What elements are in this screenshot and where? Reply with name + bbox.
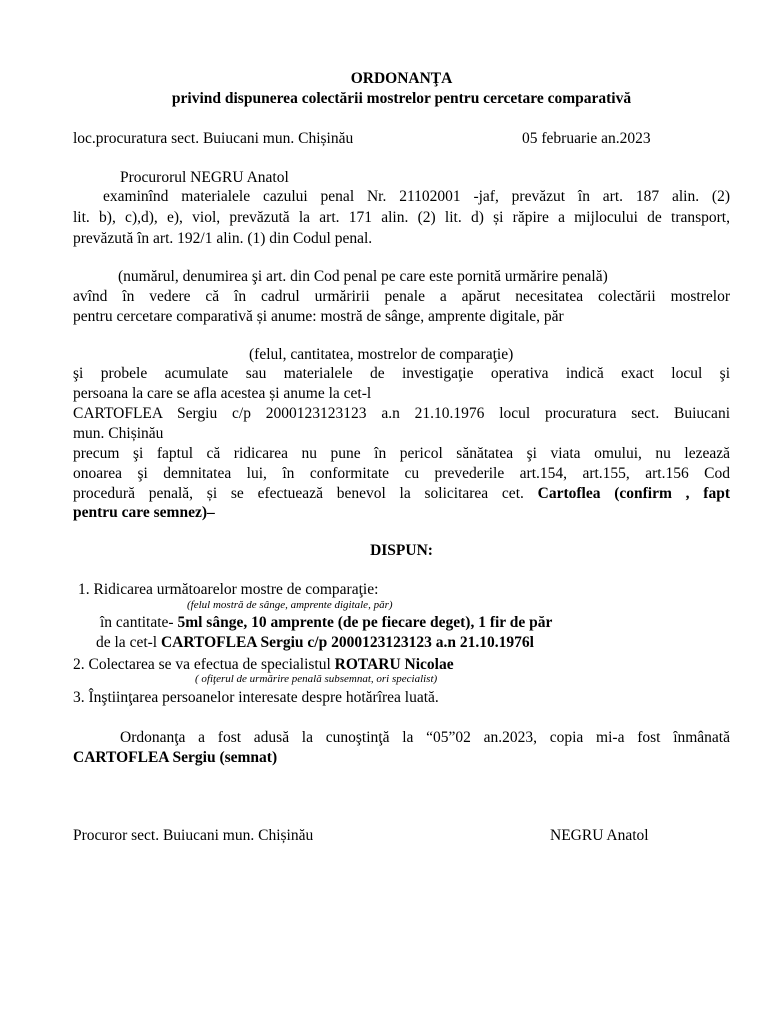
order-item-2 bbox=[73, 655, 730, 674]
order-item-2-hint: ( ofiţerul de urmărire penală subsemnat, ori specialist) bbox=[195, 673, 438, 685]
consent-text: procedură penală, și se efectuează benevol la solicitarea cet. bbox=[73, 485, 538, 502]
location-place: loc.procuratura sect. Buiucani mun. Chișinău bbox=[73, 130, 354, 147]
necessity-line-1: avînd în vedere că în cadrul urmăririi penale a apărut necesitatea colectării mostrelor bbox=[73, 288, 730, 305]
order-item-1-hint: (felul mostră de sânge, amprente digitale, păr) bbox=[187, 599, 393, 611]
dispun-heading: DISPUN: bbox=[370, 542, 433, 559]
quantity-value: 5ml sânge, 10 amprente (de pe fiecare deget), 1 fir de păr bbox=[177, 614, 553, 631]
case-line-3: prevăzută în art. 192/1 alin. (1) din Codul penal. bbox=[73, 230, 373, 247]
signature-name: NEGRU Anatol bbox=[550, 827, 649, 844]
evidence-line-3: CARTOFLEA Sergiu c/p 2000123123123 a.n 21.10.1976 locul procuratura sect. Buiucani bbox=[73, 405, 730, 422]
source-person: CARTOFLEA Sergiu c/p 2000123123123 a.n 21.10.1976l bbox=[160, 634, 534, 651]
consent-person: Cartoflea (confirm , fapt bbox=[537, 485, 730, 502]
document-subtitle: privind dispunerea colectării mostrelor pentru cercetare comparativă bbox=[171, 90, 632, 107]
signature-block bbox=[73, 826, 730, 845]
acknowledgement-line-1: Ordonanţa a fost adusă la cunoştinţă la “05”02 an.2023, copia mi-a fost înmânată bbox=[120, 729, 730, 746]
consent-line-3 bbox=[73, 484, 730, 503]
location-line bbox=[73, 129, 730, 148]
quantity-label: în cantitate- bbox=[100, 614, 178, 631]
document-date: 05 februarie an.2023 bbox=[522, 130, 651, 147]
necessity-line-2: pentru cercetare comparativă și anume: mostră de sânge, amprente digitale, păr bbox=[73, 308, 564, 325]
evidence-line-2: persoana la care se afla acestea și anume la cet-l bbox=[73, 385, 372, 402]
case-line-2: lit. b), c),d), e), viol, prevăzută la art. 171 alin. (2) lit. d) și răpire a mijlocului de transport, bbox=[73, 209, 730, 226]
specialist-name: ROTARU Nicolae bbox=[334, 656, 454, 673]
signature-position: Procuror sect. Buiucani mun. Chișinău bbox=[73, 827, 314, 844]
evidence-line-1: şi probele acumulate sau materialele de investigaţie operativa indică exact locul şi bbox=[73, 365, 730, 382]
order-item-1-quantity bbox=[100, 613, 730, 632]
acknowledgement-line-2: CARTOFLEA Sergiu (semnat) bbox=[73, 749, 278, 766]
case-line-1: examinînd materialele cazului penal Nr. 21102001 -jaf, prevăzut în art. 187 alin. (2) bbox=[103, 188, 730, 205]
consent-dash: – bbox=[207, 504, 215, 521]
order-item-3: 3. Înştiinţarea persoanelor interesate despre hotărîrea luată. bbox=[73, 689, 439, 706]
case-note: (numărul, denumirea şi art. din Cod penal pe care este pornită urmărire penală) bbox=[118, 268, 608, 285]
consent-line-2: onoarea şi demnitatea lui, în conformitate cu prevederile art.154, art.155, art.156 Cod bbox=[73, 465, 730, 482]
consent-line-4 bbox=[73, 503, 730, 522]
order-item-1: 1. Ridicarea următoarelor mostre de comparaţie: bbox=[78, 581, 379, 598]
samples-note: (felul, cantitatea, mostrelor de comparaţie) bbox=[249, 346, 514, 363]
evidence-line-4: mun. Chișinău bbox=[73, 425, 164, 442]
source-label: de la cet-l bbox=[96, 634, 161, 651]
prosecutor-name: Procurorul NEGRU Anatol bbox=[120, 169, 289, 186]
consent-line-1: precum şi faptul că ridicarea nu pune în pericol sănătatea şi viata omului, nu lezează bbox=[73, 445, 730, 462]
order-item-1-source bbox=[96, 633, 730, 652]
consent-signed: pentru care semnez) bbox=[73, 504, 208, 521]
document-title: ORDONANŢA bbox=[350, 70, 453, 87]
specialist-label: 2. Colectarea se va efectua de specialistul bbox=[73, 656, 335, 673]
